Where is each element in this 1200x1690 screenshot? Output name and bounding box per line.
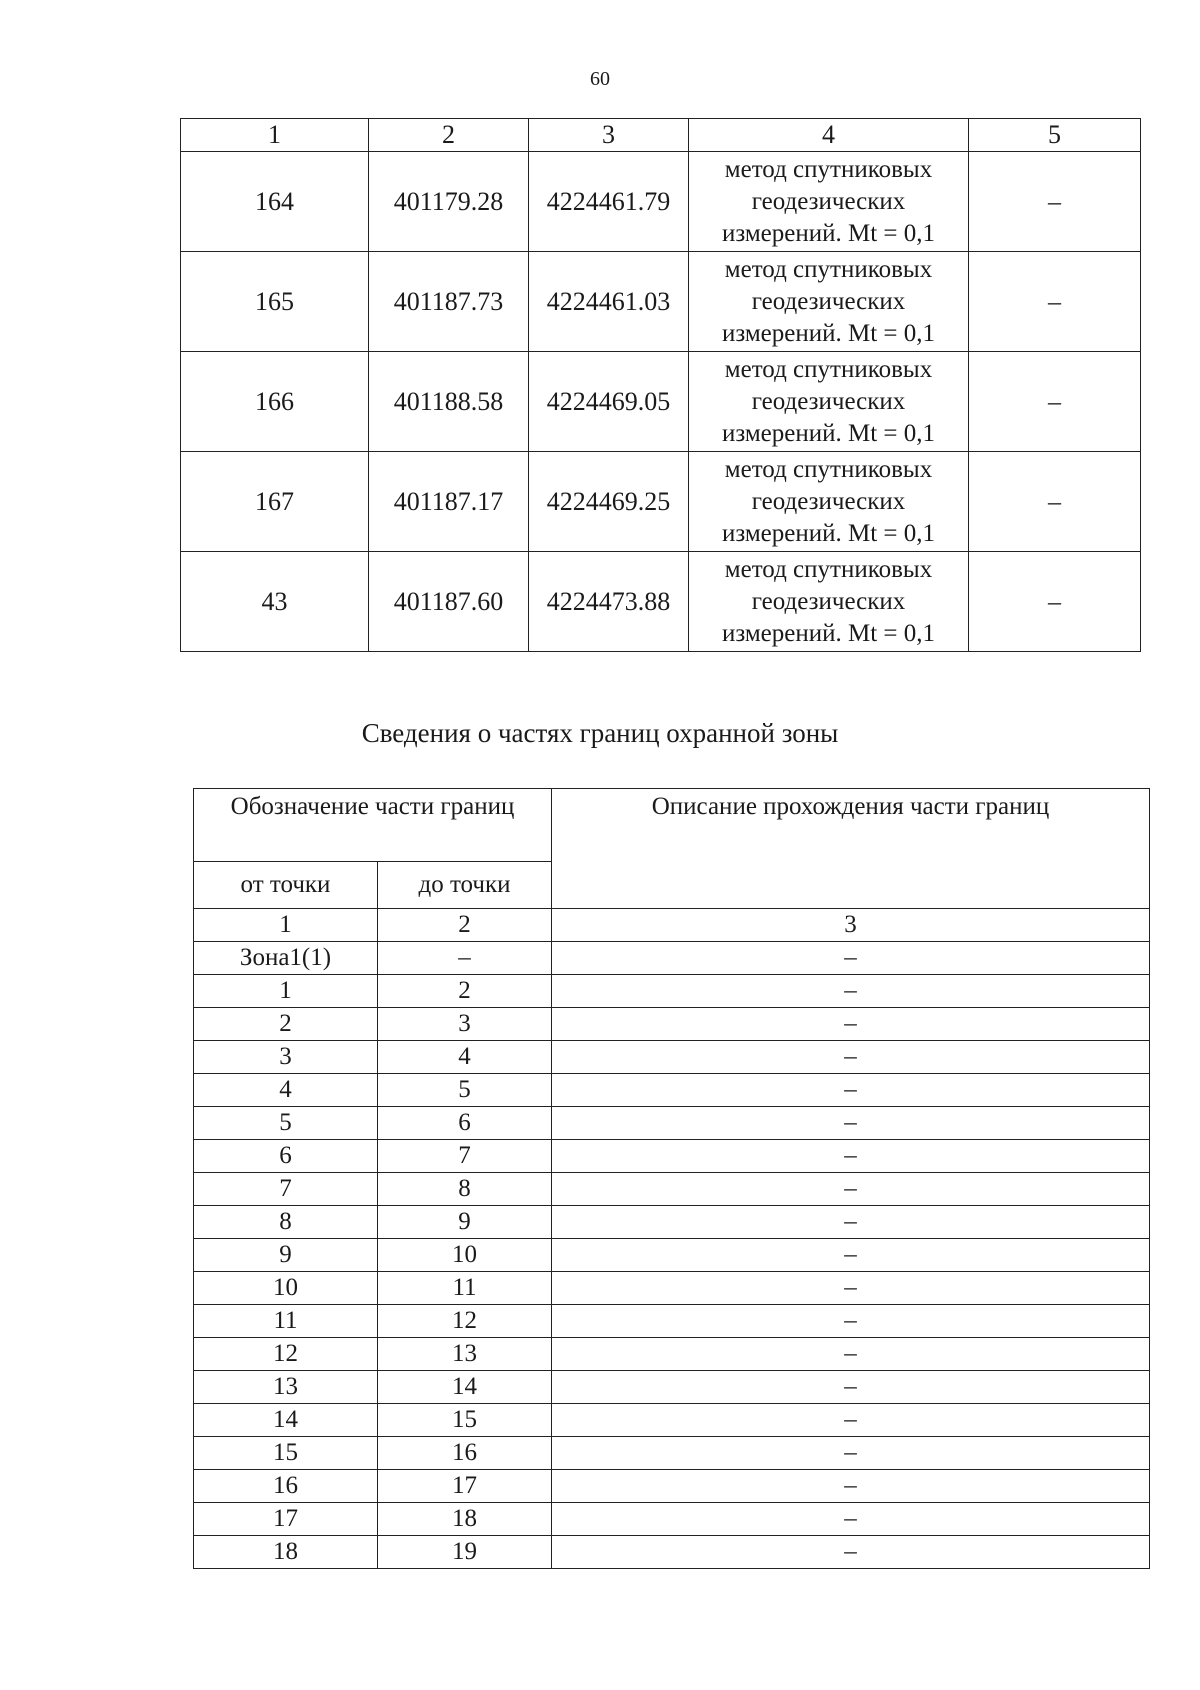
- from-point-cell: 13: [194, 1371, 378, 1404]
- table-row: [194, 975, 1150, 1008]
- from-point-cell: 4: [194, 1074, 378, 1107]
- to-point-cell: 14: [378, 1371, 552, 1404]
- from-point-cell: 11: [194, 1305, 378, 1338]
- column-5-value: –: [969, 552, 1141, 652]
- table-row: [194, 1338, 1150, 1371]
- table-row: [181, 252, 1141, 352]
- description-cell: –: [552, 1041, 1150, 1074]
- method-line: геодезических: [751, 387, 906, 415]
- table-row: [194, 1107, 1150, 1140]
- method-cell: [689, 352, 969, 452]
- x-coordinate: 401179.28: [369, 152, 529, 252]
- from-point-header: от точки: [194, 862, 378, 909]
- x-coordinate: 401188.58: [369, 352, 529, 452]
- table-row: [194, 1437, 1150, 1470]
- from-point-cell: 16: [194, 1470, 378, 1503]
- table-row: [194, 942, 1150, 975]
- description-cell: –: [552, 1503, 1150, 1536]
- table-row: [194, 1173, 1150, 1206]
- point-number: 43: [181, 552, 369, 652]
- table-row: [194, 1536, 1150, 1569]
- from-point-cell: 2: [194, 1008, 378, 1041]
- to-point-cell: 15: [378, 1404, 552, 1437]
- to-point-cell: 3: [378, 1008, 552, 1041]
- to-point-cell: 8: [378, 1173, 552, 1206]
- y-coordinate: 4224469.25: [529, 452, 689, 552]
- from-point-cell: 6: [194, 1140, 378, 1173]
- description-cell: –: [552, 1074, 1150, 1107]
- column-number: 2: [378, 909, 552, 942]
- designation-header: Обозначение части границ: [194, 789, 552, 862]
- table-row: [194, 1272, 1150, 1305]
- column-5-value: –: [969, 452, 1141, 552]
- description-cell: –: [552, 942, 1150, 975]
- table-row: [194, 1371, 1150, 1404]
- column-number: 3: [529, 119, 689, 152]
- section-title: Сведения о частях границ охранной зоны: [361, 718, 839, 748]
- to-point-cell: 6: [378, 1107, 552, 1140]
- y-coordinate: 4224461.79: [529, 152, 689, 252]
- table-header-row: [181, 119, 1141, 152]
- column-5-value: –: [969, 352, 1141, 452]
- table-header-row: [194, 789, 1150, 862]
- from-point-cell: 8: [194, 1206, 378, 1239]
- from-point-cell: 5: [194, 1107, 378, 1140]
- table-row: [194, 1239, 1150, 1272]
- to-point-cell: 2: [378, 975, 552, 1008]
- from-point-cell: 7: [194, 1173, 378, 1206]
- method-line: метод спутниковых: [724, 355, 933, 383]
- column-number: 5: [969, 119, 1141, 152]
- from-point-cell: 10: [194, 1272, 378, 1305]
- from-point-cell: 3: [194, 1041, 378, 1074]
- column-5-value: –: [969, 152, 1141, 252]
- table-row: [194, 1404, 1150, 1437]
- coordinates-table: [180, 118, 1141, 652]
- from-point-cell: 14: [194, 1404, 378, 1437]
- column-number-row: [194, 909, 1150, 942]
- description-cell: –: [552, 1206, 1150, 1239]
- method-line: измерений. Mt = 0,1: [721, 219, 936, 247]
- table-row: [181, 152, 1141, 252]
- to-point-cell: 4: [378, 1041, 552, 1074]
- table-row: [181, 452, 1141, 552]
- method-line: геодезических: [751, 487, 906, 515]
- column-number: 3: [552, 909, 1150, 942]
- method-line: измерений. Mt = 0,1: [721, 619, 936, 647]
- from-point-cell: 15: [194, 1437, 378, 1470]
- y-coordinate: 4224469.05: [529, 352, 689, 452]
- table-row: [181, 552, 1141, 652]
- from-point-cell: Зона1(1): [194, 942, 378, 975]
- description-header: Описание прохождения части границ: [552, 789, 1150, 909]
- method-line: метод спутниковых: [724, 155, 933, 183]
- method-cell: [689, 252, 969, 352]
- table-row: [194, 1503, 1150, 1536]
- page-number: 60: [590, 68, 610, 90]
- to-point-cell: 7: [378, 1140, 552, 1173]
- method-line: метод спутниковых: [724, 255, 933, 283]
- method-cell: [689, 452, 969, 552]
- column-number: 1: [194, 909, 378, 942]
- to-point-cell: 19: [378, 1536, 552, 1569]
- x-coordinate: 401187.73: [369, 252, 529, 352]
- description-cell: –: [552, 1173, 1150, 1206]
- description-cell: –: [552, 1008, 1150, 1041]
- column-number: 1: [181, 119, 369, 152]
- table-row: [194, 1470, 1150, 1503]
- to-point-cell: 17: [378, 1470, 552, 1503]
- parts-table-body: [194, 942, 1150, 1569]
- method-line: метод спутниковых: [724, 455, 933, 483]
- to-point-cell: 9: [378, 1206, 552, 1239]
- to-point-cell: 13: [378, 1338, 552, 1371]
- to-point-cell: 10: [378, 1239, 552, 1272]
- from-point-cell: 17: [194, 1503, 378, 1536]
- table-row: [194, 1140, 1150, 1173]
- y-coordinate: 4224461.03: [529, 252, 689, 352]
- from-point-cell: 9: [194, 1239, 378, 1272]
- description-cell: –: [552, 1272, 1150, 1305]
- method-line: измерений. Mt = 0,1: [721, 519, 936, 547]
- from-point-cell: 18: [194, 1536, 378, 1569]
- method-line: геодезических: [751, 187, 906, 215]
- table-row: [194, 1206, 1150, 1239]
- to-point-cell: 5: [378, 1074, 552, 1107]
- x-coordinate: 401187.60: [369, 552, 529, 652]
- from-point-cell: 12: [194, 1338, 378, 1371]
- description-cell: –: [552, 1239, 1150, 1272]
- boundary-parts-table: [193, 788, 1150, 1569]
- from-point-cell: 1: [194, 975, 378, 1008]
- point-number: 164: [181, 152, 369, 252]
- description-cell: –: [552, 1305, 1150, 1338]
- description-cell: –: [552, 1140, 1150, 1173]
- point-number: 166: [181, 352, 369, 452]
- point-number: 165: [181, 252, 369, 352]
- description-cell: –: [552, 1404, 1150, 1437]
- description-cell: –: [552, 1536, 1150, 1569]
- y-coordinate: 4224473.88: [529, 552, 689, 652]
- method-line: измерений. Mt = 0,1: [721, 419, 936, 447]
- table-row: [194, 1008, 1150, 1041]
- to-point-cell: –: [378, 942, 552, 975]
- column-number: 2: [369, 119, 529, 152]
- description-cell: –: [552, 1470, 1150, 1503]
- method-line: геодезических: [751, 587, 906, 615]
- point-number: 167: [181, 452, 369, 552]
- description-cell: –: [552, 1437, 1150, 1470]
- method-cell: [689, 552, 969, 652]
- description-cell: –: [552, 975, 1150, 1008]
- method-cell: [689, 152, 969, 252]
- description-cell: –: [552, 1371, 1150, 1404]
- to-point-cell: 12: [378, 1305, 552, 1338]
- column-5-value: –: [969, 252, 1141, 352]
- table-row: [181, 352, 1141, 452]
- method-line: геодезических: [751, 287, 906, 315]
- description-cell: –: [552, 1107, 1150, 1140]
- to-point-header: до точки: [378, 862, 552, 909]
- method-line: измерений. Mt = 0,1: [721, 319, 936, 347]
- description-cell: –: [552, 1338, 1150, 1371]
- table-row: [194, 1305, 1150, 1338]
- x-coordinate: 401187.17: [369, 452, 529, 552]
- column-number: 4: [689, 119, 969, 152]
- to-point-cell: 16: [378, 1437, 552, 1470]
- to-point-cell: 11: [378, 1272, 552, 1305]
- table-row: [194, 1074, 1150, 1107]
- method-line: метод спутниковых: [724, 555, 933, 583]
- to-point-cell: 18: [378, 1503, 552, 1536]
- table-row: [194, 1041, 1150, 1074]
